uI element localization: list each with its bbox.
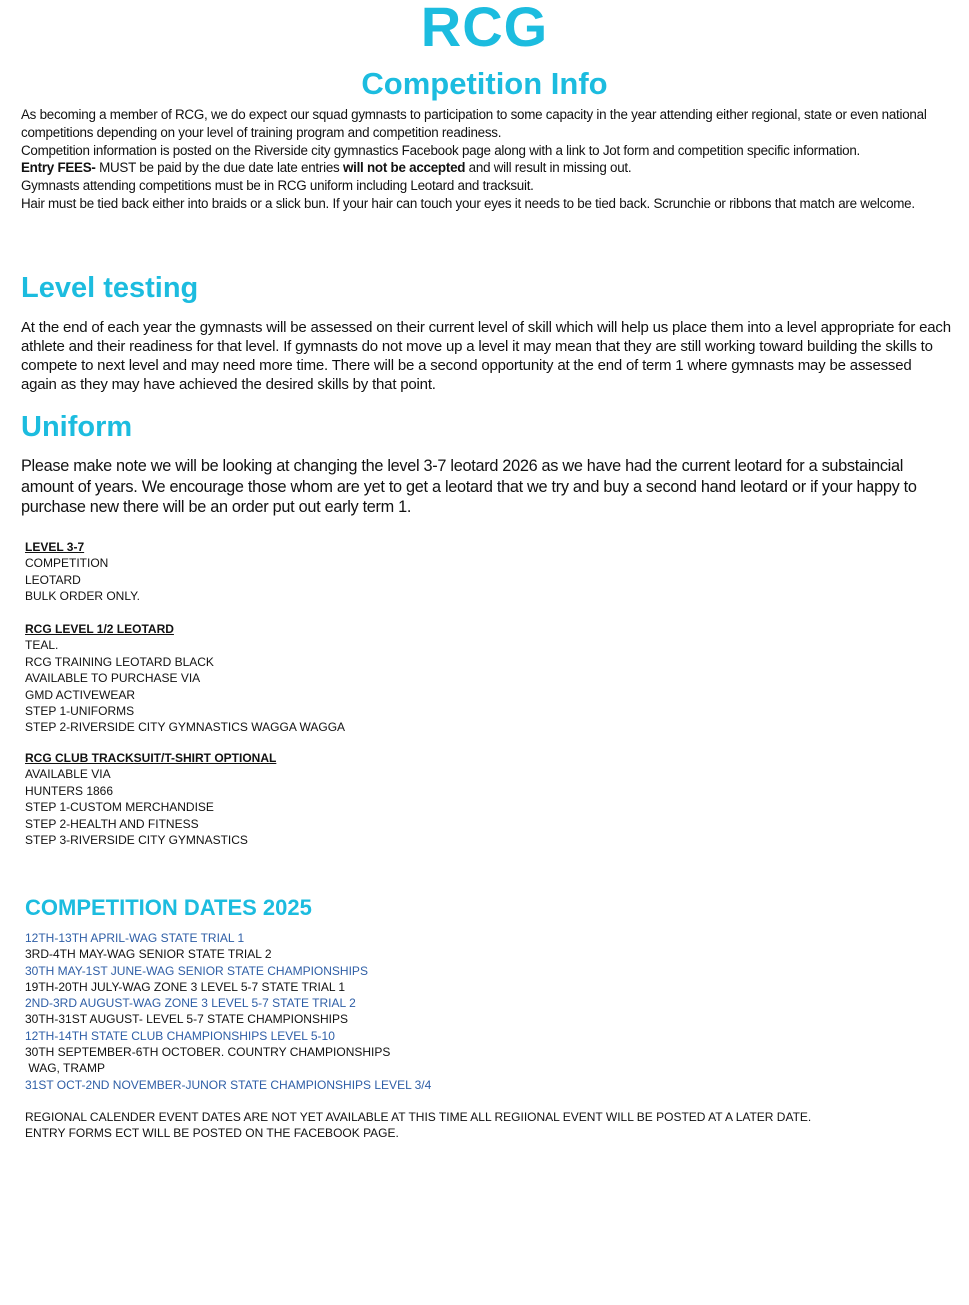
uniform-heading: Uniform: [21, 411, 133, 443]
intro-paragraph: As becoming a member of RCG, we do expect our squad gymnasts to participation to some capacity in the year attending either regional, state or even national competitions depending on your level of training program and competition readiness.: [21, 107, 927, 140]
date-item: 30TH MAY-1ST JUNE-WAG SENIOR STATE CHAMPIONSHIPS: [25, 963, 368, 978]
list-item: STEP 1-CUSTOM MERCHANDISE: [25, 800, 214, 815]
intro-section: [21, 106, 956, 213]
entry-fees-label: Entry FEES-: [21, 160, 96, 176]
list-item: TEAL.: [25, 638, 59, 653]
entry-fees-text: and will result in missing out.: [465, 160, 632, 176]
uniform-list-level-3-7: [25, 539, 140, 605]
list-item: BULK ORDER ONLY.: [25, 589, 140, 604]
uniform-text: Please make note we will be looking at changing the level 3-7 leotard 2026 as we have had the current leotard for a substaincial amount of years. We encourage those whom are yet to get a leotard that we try and buy a second hand leotard or if your happy to purchase new there will be an order put out early term 1.: [21, 457, 917, 517]
list-item: STEP 1-UNIFORMS: [25, 704, 135, 719]
competition-dates-heading: COMPETITION DATES 2025: [25, 895, 312, 920]
date-item: 3RD-4TH MAY-WAG SENIOR STATE TRIAL 2: [25, 947, 272, 962]
regional-note: REGIONAL CALENDER EVENT DATES ARE NOT YET AVAILABLE AT THIS TIME ALL REGIIONAL EVENT WILL BE POSTED AT A LATER DATE.: [25, 1110, 812, 1124]
list-title: LEVEL 3-7: [25, 540, 85, 554]
competition-notes: [25, 1109, 811, 1142]
intro-paragraph: Gymnasts attending competitions must be in RCG uniform including Leotard and tracksuit.: [21, 178, 534, 194]
list-item: AVAILABLE VIA: [25, 767, 111, 782]
date-item: 30TH SEPTEMBER-6TH OCTOBER. COUNTRY CHAMPIONSHIPS: [25, 1045, 391, 1060]
list-item: STEP 3-RIVERSIDE CITY GYMNASTICS: [25, 833, 248, 848]
competition-dates-list: [25, 930, 431, 1093]
list-item: AVAILABLE TO PURCHASE VIA: [25, 671, 201, 686]
list-item: STEP 2-HEALTH AND FITNESS: [25, 816, 199, 831]
level-testing-heading: Level testing: [21, 272, 199, 304]
uniform-list-level-1-2: [25, 621, 345, 736]
date-item: 12TH-13TH APRIL-WAG STATE TRIAL 1: [25, 931, 245, 945]
not-accepted-text: will not be accepted: [342, 160, 466, 176]
entry-forms-note: ENTRY FORMS ECT WILL BE POSTED ON THE FACEBOOK PAGE.: [25, 1126, 399, 1141]
list-item: LEOTARD: [25, 572, 81, 587]
list-item: RCG TRAINING LEOTARD BLACK: [25, 654, 214, 669]
uniform-list-tracksuit: [25, 750, 276, 848]
date-item: 31ST OCT-2ND NOVEMBER-JUNOR STATE CHAMPIONSHIPS LEVEL 3/4: [25, 1077, 432, 1092]
intro-paragraph: Hair must be tied back either into braids or a slick bun. If your hair can touch your eyes it needs to be tied back. Scrunchie or ribbons that match are welcome.: [21, 195, 915, 211]
list-title: RCG CLUB TRACKSUIT/T-SHIRT OPTIONAL: [25, 751, 277, 765]
date-item: 12TH-14TH STATE CLUB CHAMPIONSHIPS LEVEL 5-10: [25, 1028, 335, 1043]
list-item: GMD ACTIVEWEAR: [25, 687, 136, 702]
list-item: HUNTERS 1866: [25, 783, 114, 798]
entry-fees-text: MUST be paid by the due date late entries: [95, 160, 343, 176]
list-item: STEP 2-RIVERSIDE CITY GYMNASTICS WAGGA WAGGA: [25, 720, 346, 735]
date-item: 30TH-31ST AUGUST- LEVEL 5-7 STATE CHAMPIONSHIPS: [25, 1012, 348, 1027]
date-item: 2ND-3RD AUGUST-WAG ZONE 3 LEVEL 5-7 STATE TRIAL 2: [25, 996, 356, 1011]
page-title: RCG: [420, 0, 549, 58]
level-testing-text: At the end of each year the gymnasts will be assessed on their current level of skill which will help us place them into a level appropriate for each athlete and their readiness for that level. If gymnasts do not move up a level it may mean that they are still working toward building the skills to compete to next level and may need more time. There will be a second opportunity at the end of term 1 where gymnasts may be assessed again as they may have achieved the desired skills by that point.: [21, 319, 951, 393]
entry-fees-paragraph: [21, 159, 956, 177]
list-title: RCG LEVEL 1/2 LEOTARD: [25, 622, 174, 636]
list-item: COMPETITION: [25, 556, 109, 571]
page-subtitle: Competition Info: [361, 66, 608, 101]
date-item: WAG, TRAMP: [25, 1061, 106, 1076]
date-item: 19TH-20TH JULY-WAG ZONE 3 LEVEL 5-7 STATE TRIAL 1: [25, 979, 346, 994]
intro-paragraph: Competition information is posted on the Riverside city gymnastics Facebook page along with a link to Jot form and competition specific information.: [21, 142, 861, 158]
